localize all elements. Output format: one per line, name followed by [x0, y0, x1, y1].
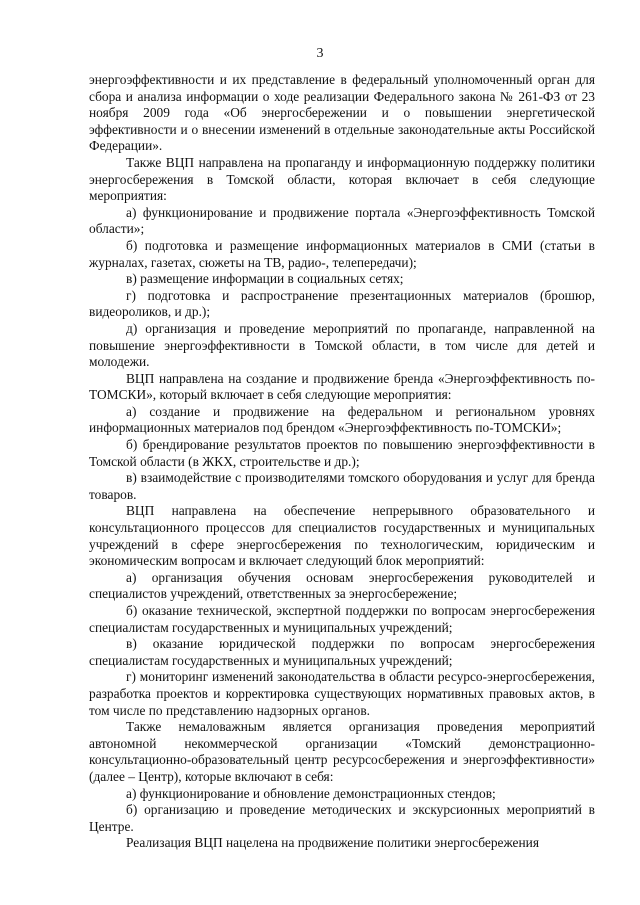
paragraph: энергоэффективности и их представление в федеральный уполномоченный орган для сбора и анализа информации о ходе реализации Федерального закона № 261-ФЗ от 23 ноября 2009 года «Об энергосбережении и о повышении энергетической эффективности и о внесении изменений в отдельные законодательные акты Российской Федерации». — [89, 72, 595, 154]
list-item: г) подготовка и распространение презентационных материалов (брошюр, видеороликов, и др.); — [89, 287, 595, 320]
list-item: а) организация обучения основам энергосбережения руководителей и специалистов учреждений, ответственных за энергосбережение; — [89, 569, 595, 602]
paragraph: Реализация ВЦП нацелена на продвижение политики энергосбережения — [126, 835, 539, 851]
list-item: а) создание и продвижение на федеральном и региональном уровнях информационных материалов под брендом «Энергоэффективность по-ТОМСКИ»; — [89, 403, 595, 436]
list-item: б) организацию и проведение методических и экскурсионных мероприятий в Центре. — [89, 802, 595, 834]
paragraph: ВЦП направлена на обеспечение непрерывного образовательного и консультационного процессов для специалистов государственных и муниципальных учреждений в сфере энергосбережения по технологическим, юридическим и экономическим вопросам и включает следующий блок мероприятий: — [89, 503, 595, 569]
page-number: 3 — [316, 46, 324, 61]
list-item: б) подготовка и размещение информационных материалов в СМИ (статьи в журналах, газетах, сюжеты на ТВ, радио-, телепередачи); — [89, 237, 595, 270]
list-item: а) функционирование и обновление демонстрационных стендов; — [126, 785, 496, 801]
list-item: а) функционирование и продвижение портала «Энергоэффективность Томской области»; — [89, 204, 595, 237]
body-text — [89, 72, 595, 852]
list-item: в) взаимодействие с производителями томского оборудования и услуг для бренда товаров. — [89, 470, 595, 502]
paragraph: Также ВЦП направлена на пропаганду и информационную поддержку политики энергосбережения в Томской области, которая включает в себя следующие мероприятия: — [89, 154, 595, 204]
list-item: в) оказание юридической поддержки по вопросам энергосбережения специалистам государственных и муниципальных учреждений; — [89, 636, 595, 668]
list-item: г) мониторинг изменений законодательства в области ресурсо-энергосбережения, разработка проектов и корректировка существующих нормативных правовых актов, в том числе по представлению надзорных органов. — [89, 669, 595, 718]
list-item: б) оказание технической, экспертной поддержки по вопросам энергосбережения специалистам государственных и муниципальных учреждений; — [89, 603, 595, 635]
list-item: б) брендирование результатов проектов по повышению энергоэффективности в Томской области (в ЖКХ, строительстве и др.); — [89, 437, 595, 469]
list-item: д) организация и проведение мероприятий по пропаганде, направленной на повышение энергоэффективности в Томской области, в том числе для детей и молодежи. — [89, 320, 595, 370]
list-item: в) размещение информации в социальных сетях; — [126, 271, 404, 287]
paragraph: Также немаловажным является организация проведения мероприятий автономной некоммерческой организации «Томский демонстрационно-консультационно-образовательный центр ресурсосбережения и энергоэффективности» (далее – Центр), которые включают в себя: — [89, 719, 595, 784]
paragraph: ВЦП направлена на создание и продвижение бренда «Энергоэффективность по-ТОМСКИ», который включает в себя следующие мероприятия: — [89, 370, 595, 403]
